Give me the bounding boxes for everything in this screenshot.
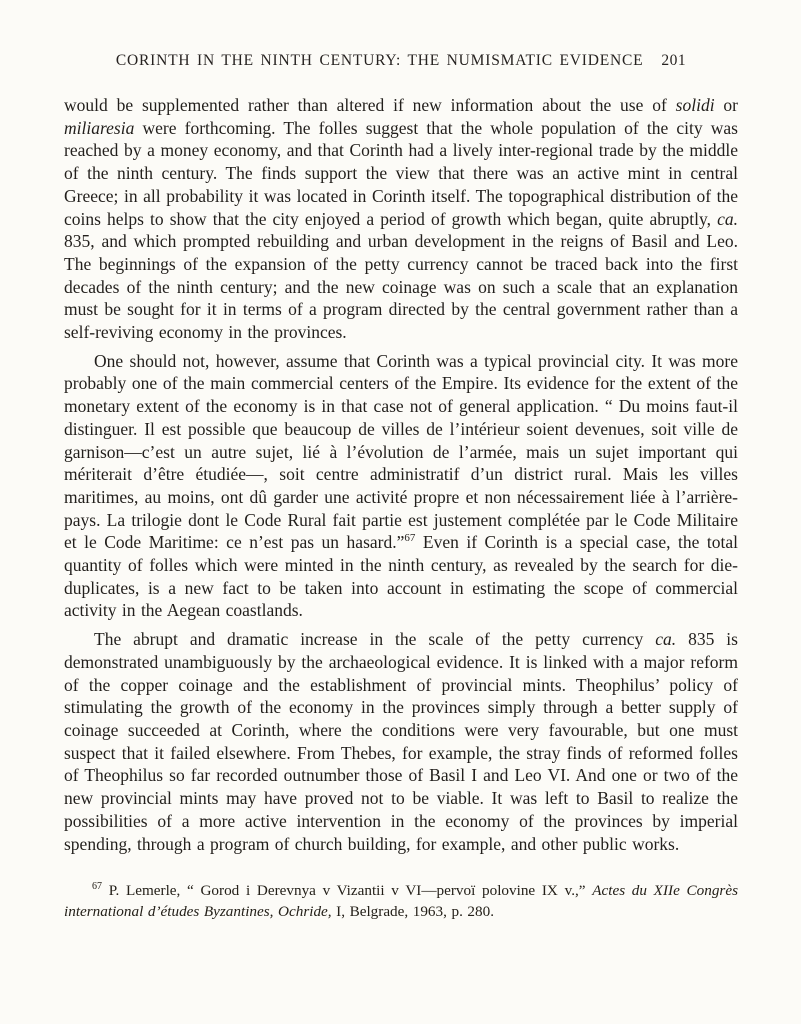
- running-header: [64, 52, 738, 70]
- paragraph-1: [64, 94, 738, 344]
- text-segment: Even if Corinth is a special case, the total quantity of folles which were minted in the ninth century, as revealed by the search for die-duplicates, is a new fact to be taken into account in estimating the scope of commercial activity in the Aegean coastlands.: [64, 532, 738, 621]
- text-segment-italic: ca.: [655, 629, 677, 650]
- text-segment-italic: solidi: [675, 95, 715, 115]
- page-title: CORINTH IN THE NINTH CENTURY: THE NUMISMATIC EVIDENCE: [115, 52, 644, 69]
- text-segment: were forthcoming. The folles suggest that the whole population of the city was reached by a money economy, and that Corinth had a lively inter-regional trade by the middle of the ninth century. The finds support the view that there was an active mint in central Greece; in all probability it was located in Corinth itself. The topographical distribution of the coins helps to show that the city enjoyed a period of growth which began, quite abruptly,: [64, 117, 738, 229]
- footnote-reference: 67: [404, 532, 416, 545]
- footnote-text-italic: Actes du XIIe Congrès international d’études Byzantines, Ochride,: [64, 882, 738, 920]
- footnote-text: I, Belgrade, 1963, p. 280.: [331, 902, 495, 920]
- paragraph-3: [64, 628, 738, 855]
- page-number: 201: [661, 52, 687, 69]
- paragraph-2: [64, 350, 738, 622]
- text-segment-italic: miliaresia: [64, 117, 135, 138]
- footnote: [64, 881, 738, 922]
- footnote-marker: 67: [92, 881, 102, 893]
- text-segment: 835, and which prompted rebuilding and urban development in the reigns of Basil and Leo. The beginnings of the expansion of the petty currency cannot be traced back into the first decades of the ninth century; and the new coinage was on such a scale that an explanation must be sought for it in terms of a program directed by the central government rather than a self-reviving economy in the provinces.: [64, 231, 738, 343]
- text-segment: One should not, however, assume that Corinth was a typical provincial city. It was more probably one of the main commercial centers of the Empire. Its evidence for the extent of the monetary extent of the economy is in that case not of general application. “ Du moins faut-il distinguer. Il est possible que beaucoup de villes de l’intérieur soient devenues, soit ville de garnison—c’est un autre sujet, lié à l’évolution de l’armée, mais un sujet important qui mériterait d’être étudiée—, soit centre administratif d’un district rural. Mais les villes maritimes, au moins, ont dû garder une activité propre et non nécessairement liée à l’arrière-pays. La trilogie dont le Code Rural fait partie est justement complétée par le Code Militaire et le Code Maritime: ce n’est pas un hasard.”: [64, 350, 738, 553]
- text-segment: The abrupt and dramatic increase in the scale of the petty currency: [94, 629, 656, 650]
- text-segment-italic: ca.: [717, 208, 738, 229]
- footnote-text: P. Lemerle, “ Gorod i Derevnya v Vizantii v VI—pervoï polovine IX v.,”: [102, 882, 593, 900]
- text-segment: or: [714, 95, 738, 115]
- article-body: [64, 94, 738, 855]
- text-segment: would be supplemented rather than altered if new information about the use of: [64, 95, 676, 115]
- text-segment: 835 is demonstrated unambiguously by the archaeological evidence. It is linked with a major reform of the copper coinage and the establishment of provincial mints. Theophilus’ policy of stimulating the growth of the economy in the provinces simply through a better supply of coinage succeeded at Corinth, where the conditions were very favourable, but one must suspect that it failed elsewhere. From Thebes, for example, the stray finds of reformed folles of Theophilus so far recorded outnumber those of Basil I and Leo VI. And one or two of the new provincial mints may have proved not to be viable. It was left to Basil to realize the possibilities of a more active intervention in the economy of the provinces by imperial spending, through a program of church building, for example, and other public works.: [64, 629, 738, 854]
